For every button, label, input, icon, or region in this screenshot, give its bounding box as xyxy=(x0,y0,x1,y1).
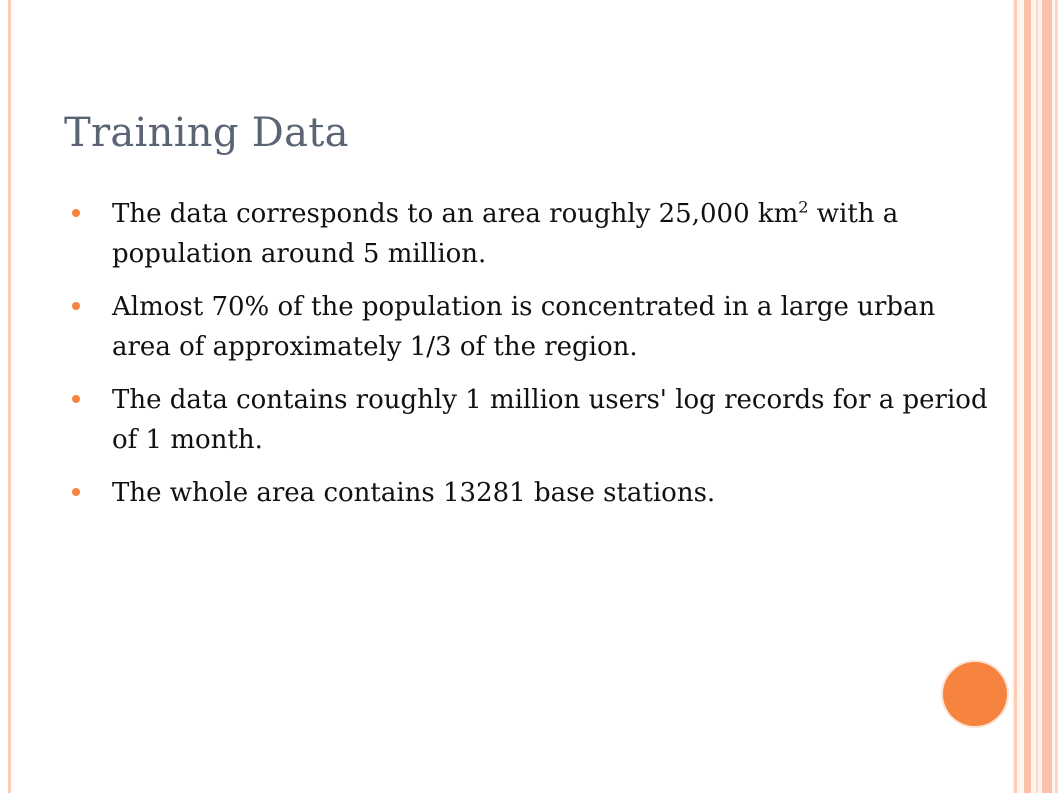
left-border-rule xyxy=(8,0,11,793)
bullet-item xyxy=(72,473,992,513)
stripe xyxy=(1036,0,1038,793)
slide-title: Training Data xyxy=(64,110,349,156)
bullet-text: The whole area contains 13281 base stations. xyxy=(112,478,716,508)
accent-circle-decoration xyxy=(943,662,1007,726)
bullet-text: Almost 70% of the population is concentrated in a large urban area of approximately 1/3 of the region. xyxy=(112,292,936,362)
superscript: 2 xyxy=(798,197,809,217)
bullet-item xyxy=(72,194,992,274)
bullet-text: The data corresponds to an area roughly 25,000 km xyxy=(112,199,799,229)
bullet-dot-icon xyxy=(72,209,80,217)
bullet-dot-icon xyxy=(72,395,80,403)
bullet-dot-icon xyxy=(72,302,80,310)
bullet-text: The data contains roughly 1 million users' log records for a period of 1 month. xyxy=(112,385,988,455)
bullet-item xyxy=(72,380,992,460)
stripe xyxy=(1014,0,1017,793)
bullet-item xyxy=(72,287,992,367)
bullet-list xyxy=(72,194,992,526)
stripe xyxy=(1024,0,1031,793)
bullet-dot-icon xyxy=(72,488,80,496)
right-decorative-stripes xyxy=(1012,0,1058,793)
bullet-text-cont: with a population around 5 million. xyxy=(112,199,899,269)
stripe xyxy=(1042,0,1052,793)
